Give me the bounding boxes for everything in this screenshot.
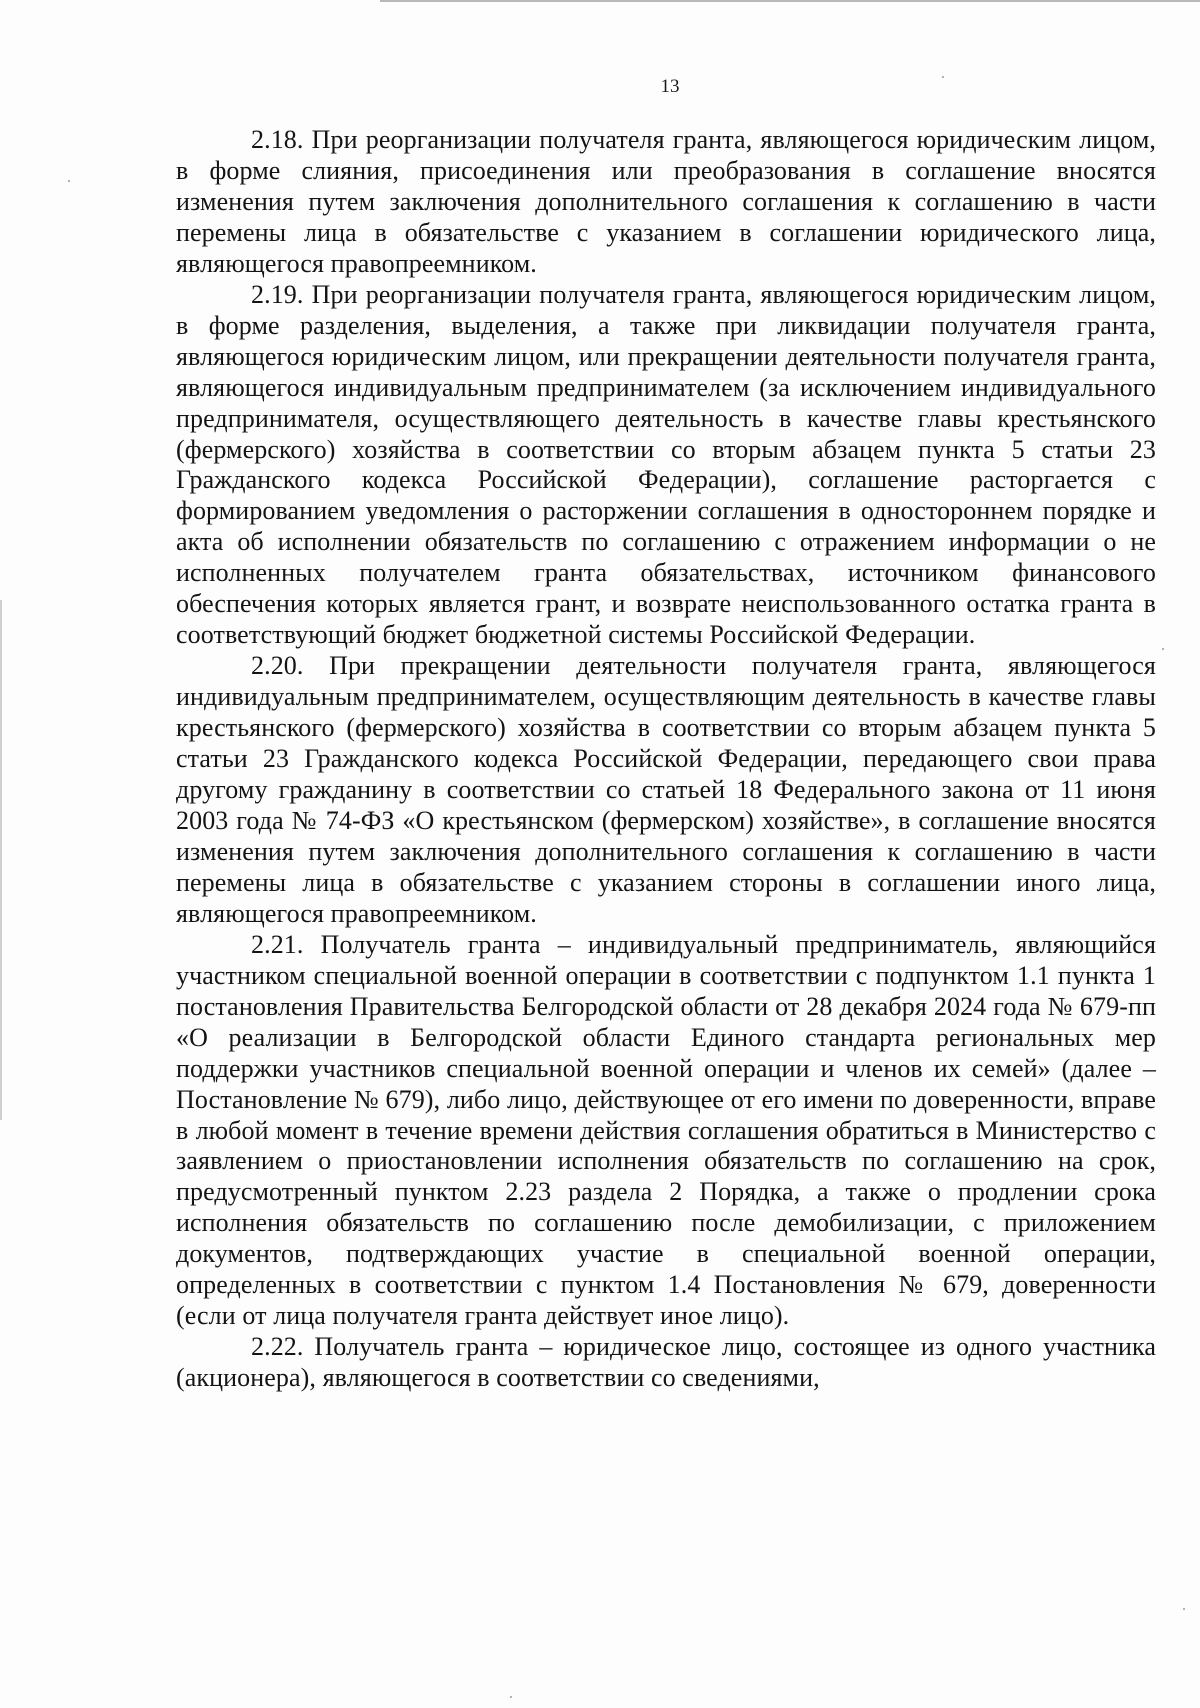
- scan-speck: [510, 1696, 512, 1698]
- scan-speck: [942, 76, 944, 78]
- page-number: 13: [660, 76, 680, 97]
- scan-top-rule: [380, 0, 1200, 2]
- document-body: [176, 125, 1156, 1394]
- paragraph-2-18: 2.18. При реорганизации получателя гранта, являющегося юридическим лицом, в форме слияния, присоединения или преобразования в соглашение вносятся изменения путем заключения дополнительного соглашения к соглашению в части перемены лица в обязательстве с указанием в соглашении юридического лица, являющегося правопреемником.: [176, 125, 1156, 278]
- paragraph-2-19: 2.19. При реорганизации получателя гранта, являющегося юридическим лицом, в форме разделения, выделения, а также при ликвидации получателя гранта, являющегося юридическим лицом, или прекращении деятельности получателя гранта, являющегося индивидуальным предпринимателем (за исключением индивидуального предпринимателя, осуществляющего деятельность в качестве главы крестьянского (фермерского) хозяйства в соответствии со вторым абзацем пункта 5 статьи 23 Гражданского кодекса Российской Федерации), соглашение расторгается с формированием уведомления о расторжении соглашения в одностороннем порядке и акта об исполнении обязательств по соглашению с отражением информации о не исполненных получателем гранта обязательствах, источником финансового обеспечения которых является грант, и возврате неиспользованного остатка гранта в соответствующий бюджет бюджетной системы Российской Федерации.: [176, 279, 1156, 650]
- scan-speck: [1162, 648, 1164, 650]
- paragraph-2-21: 2.21. Получатель гранта – индивидуальный предприниматель, являющийся участником специальной военной операции в соответствии с подпунктом 1.1 пункта 1 постановления Правительства Белгородской области от 28 декабря 2024 года № 679-пп «О реализации в Белгородской области Единого стандарта региональных мер поддержки участников специальной военной операции и членов их семей» (далее – Постановление № 679), либо лицо, действующее от его имени по доверенности, вправе в любой момент в течение времени действия соглашения обратиться в Министерство с заявлением о приостановлении исполнения обязательств по соглашению на срок, предусмотренный пунктом 2.23 раздела 2 Порядка, а также о продлении срока исполнения обязательств по соглашению после демобилизации, с приложением документов, подтверждающих участие в специальной военной операции, определенных в соответствии с пунктом 1.4 Постановления № 679, доверенности (если от лица получателя гранта действует иное лицо).: [176, 929, 1156, 1331]
- scan-speck: [1183, 1608, 1185, 1610]
- scan-left-edge: [0, 600, 2, 1120]
- scan-speck: [68, 180, 70, 182]
- paragraph-2-22: 2.22. Получатель гранта – юридическое лицо, состоящее из одного участника (акционера), являющегося в соответствии со сведениями,: [176, 1332, 1156, 1393]
- paragraph-2-20: 2.20. При прекращении деятельности получателя гранта, являющегося индивидуальным предпринимателем, осуществляющим деятельность в качестве главы крестьянского (фермерского) хозяйства в соответствии со вторым абзацем пункта 5 статьи 23 Гражданского кодекса Российской Федерации, передающего свои права другому гражданину в соответствии со статьей 18 Федерального закона от 11 июня 2003 года № 74-ФЗ «О крестьянском (фермерском) хозяйстве», в соглашение вносятся изменения путем заключения дополнительного соглашения к соглашению в части перемены лица в обязательстве с указанием стороны в соглашении иного лица, являющегося правопреемником.: [176, 651, 1156, 928]
